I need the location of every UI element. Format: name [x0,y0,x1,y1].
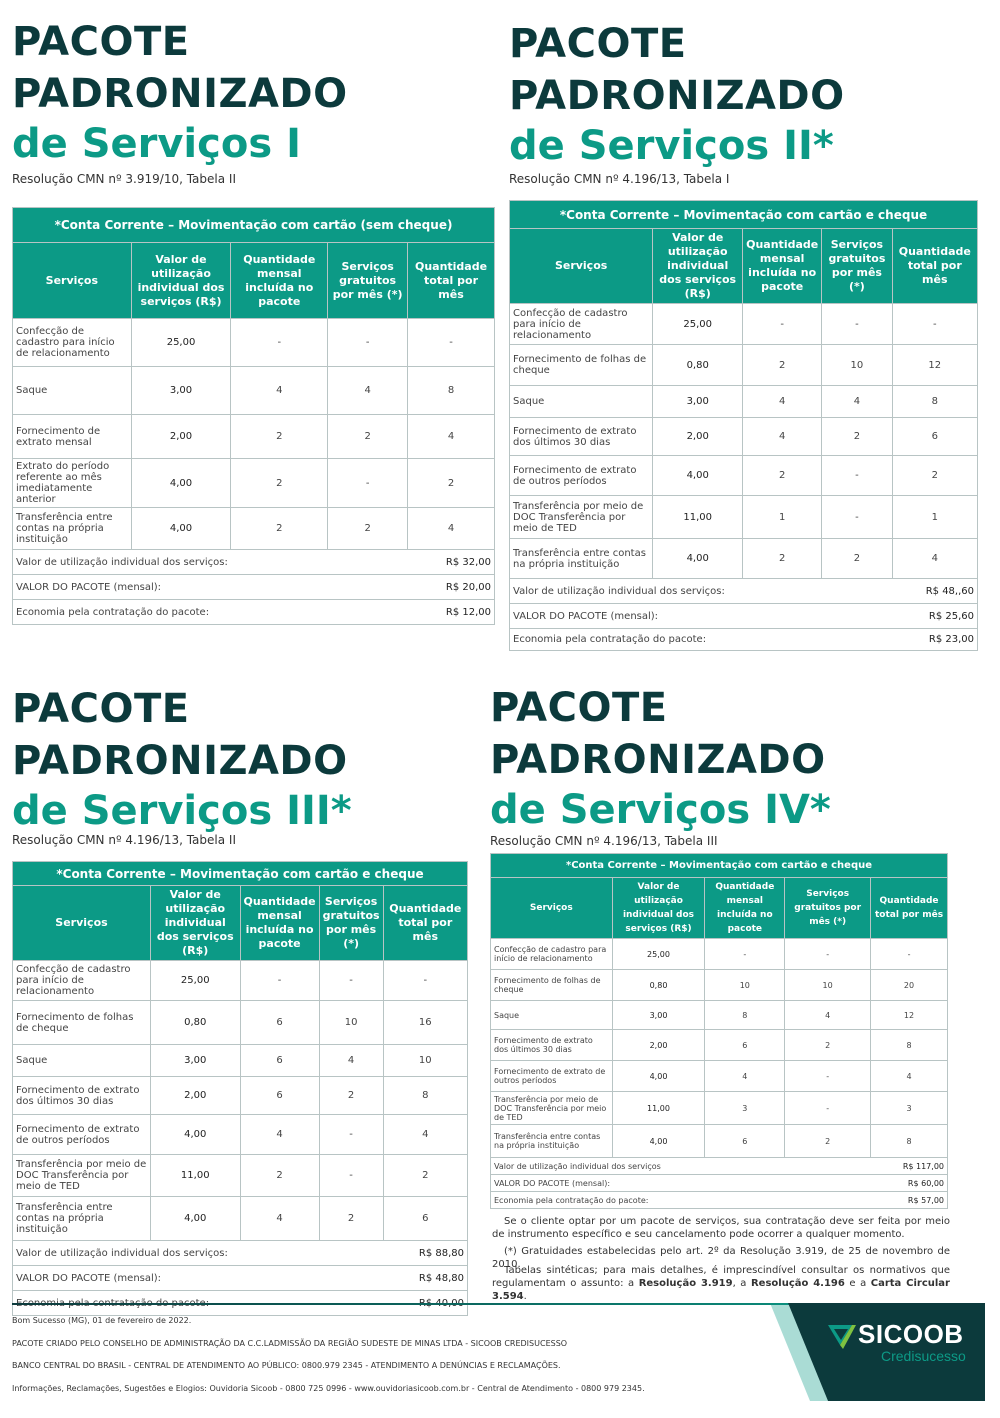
summary-amount: R$ 32,00 [408,550,495,575]
cell-quantity: 2 [743,539,822,579]
cell-value: 4,00 [653,539,743,579]
cell-quantity: 6 [240,1001,319,1045]
cell-quantity: 2 [231,508,328,550]
cell-quantity: 8 [892,386,977,418]
cell-quantity: 2 [822,539,892,579]
cell-value: 2,00 [131,415,231,459]
cell-service: Saque [13,1045,151,1077]
pkg1-col-servicos: Serviços [13,243,132,319]
table-row [13,508,495,550]
pkg3-col-qtd-total: Quantidade total por mês [383,886,467,961]
summary-amount: R$ 48,80 [383,1266,467,1291]
cell-quantity: 10 [822,345,892,386]
cell-quantity: 4 [743,418,822,456]
pkg3-col-servicos: Serviços [13,886,151,961]
table-row [13,459,495,508]
note-regulations [492,1264,950,1303]
cell-quantity: 2 [231,415,328,459]
pkg4-title-line3: de Serviços IV* [490,787,831,833]
cell-quantity: 6 [892,418,977,456]
cell-quantity: 4 [328,367,408,415]
cell-quantity: 2 [240,1155,319,1197]
cell-value: 3,00 [653,386,743,418]
cell-service: Fornecimento de folhas de cheque [491,970,613,1001]
cell-service: Extrato do período referente ao mês imediatamente anterior [13,459,132,508]
pkg2-title-line2: PADRONIZADO [509,73,845,119]
cell-quantity: - [822,304,892,345]
cell-quantity: 20 [871,970,948,1001]
summary-row [491,1192,948,1209]
cell-quantity: 6 [240,1045,319,1077]
pkg1-heading [12,16,348,186]
summary-row [13,1241,468,1266]
pkg4-table-title: *Conta Corrente – Movimentação com cartão e cheque [491,854,948,878]
pkg4-col-gratuitos: Serviços gratuitos por mês (*) [785,878,871,939]
summary-amount: R$ 25,60 [892,604,977,629]
cell-quantity: - [408,319,495,367]
cell-quantity: 10 [383,1045,467,1077]
cell-quantity: 2 [231,459,328,508]
cell-value: 2,00 [653,418,743,456]
cell-service: Fornecimento de extrato dos últimos 30 dias [510,418,653,456]
pkg4-col-qtd-mensal: Quantidade mensal incluída no pacote [705,878,785,939]
pkg1-col-gratuitos: Serviços gratuitos por mês (*) [328,243,408,319]
cell-quantity: 3 [871,1092,948,1125]
cell-value: 4,00 [612,1061,705,1092]
cell-quantity: 4 [785,1001,871,1030]
cell-service: Confecção de cadastro para início de relacionamento [13,961,151,1001]
cell-quantity: 2 [785,1125,871,1158]
cell-value: 0,80 [653,345,743,386]
summary-row [13,1266,468,1291]
table-row [13,1197,468,1241]
table-row [13,961,468,1001]
cell-quantity: - [785,1092,871,1125]
cell-quantity: - [319,1155,383,1197]
pkg3-heading [12,683,352,847]
summary-label: VALOR DO PACOTE (mensal): [491,1175,871,1192]
pkg1-title-line2: PADRONIZADO [12,71,348,117]
cell-value: 4,00 [653,456,743,496]
pkg2-title-line3: de Serviços II* [509,123,834,169]
pkg4-col-qtd-total: Quantidade total por mês [871,878,948,939]
cell-quantity: 6 [383,1197,467,1241]
cell-quantity: - [785,939,871,970]
cell-value: 2,00 [150,1077,240,1115]
pkg4-heading [490,682,831,848]
pkg3-title-line2: PADRONIZADO [12,738,348,784]
cell-quantity: 2 [328,508,408,550]
cell-quantity: 6 [705,1125,785,1158]
cell-value: 3,00 [150,1045,240,1077]
summary-row [13,600,495,625]
cell-quantity: - [319,1115,383,1155]
footer-council: PACOTE CRIADO PELO CONSELHO DE ADMINISTRAÇÃO DA C.C.LADMISSÃO DA REGIÃO SUDESTE DE MINAS LTDA - SICOOB CREDISUCESSO [12,1339,568,1348]
summary-row [13,550,495,575]
pkg2-table-title: *Conta Corrente – Movimentação com cartão e cheque [510,201,978,229]
cell-value: 3,00 [612,1001,705,1030]
cell-quantity: 4 [383,1115,467,1155]
cell-service: Transferência entre contas na própria instituição [13,1197,151,1241]
summary-amount: R$ 12,00 [408,600,495,625]
cell-value: 4,00 [150,1197,240,1241]
pkg2-table [509,200,978,651]
summary-amount: R$ 20,00 [408,575,495,600]
cell-quantity: - [705,939,785,970]
pkg2-col-servicos: Serviços [510,229,653,304]
cell-quantity: 2 [743,345,822,386]
cell-service: Fornecimento de extrato de outros períodos [13,1115,151,1155]
cell-quantity: 2 [408,459,495,508]
cell-service: Fornecimento de extrato dos últimos 30 dias [491,1030,613,1061]
summary-label: Economia pela contratação do pacote: [13,600,408,625]
cell-service: Transferência por meio de DOC Transferência por meio de TED [491,1092,613,1125]
pkg1-title-line1: PACOTE [12,19,190,65]
note-reg-4196: Resolução 4.196 [750,1278,845,1289]
pkg2-resolution: Resolução CMN nº 4.196/13, Tabela I [509,172,730,186]
cell-service: Confecção de cadastro para início de relacionamento [491,939,613,970]
cell-value: 11,00 [653,496,743,539]
cell-service: Fornecimento de folhas de cheque [13,1001,151,1045]
pkg3-table-title: *Conta Corrente – Movimentação com cartão e cheque [13,862,468,886]
cell-quantity: 6 [240,1077,319,1115]
cell-quantity: - [892,304,977,345]
cell-quantity: - [743,304,822,345]
table-row [510,418,978,456]
cell-quantity: 4 [240,1197,319,1241]
cell-quantity: 2 [383,1155,467,1197]
logo-subbrand: Credisucesso [881,1348,966,1364]
cell-value: 2,00 [612,1030,705,1061]
cell-service: Transferência por meio de DOC Transferência por meio de TED [13,1155,151,1197]
pkg1-title-line3: de Serviços I [12,121,301,167]
summary-label: VALOR DO PACOTE (mensal): [13,575,408,600]
pkg1-resolution: Resolução CMN nº 3.919/10, Tabela II [12,172,236,186]
table-row [491,1092,948,1125]
summary-row [491,1158,948,1175]
table-row [510,539,978,579]
footer-ombudsman: Informações, Reclamações, Sugestões e Elogios: Ouvidoria Sicoob - 0800 725 0996 - www.ouvidoriasicoob.com.br - Central de Atendimento - 0800 979 2345. [12,1384,645,1393]
cell-quantity: 2 [892,456,977,496]
table-row [13,1115,468,1155]
table-row [491,1125,948,1158]
cell-quantity: 8 [408,367,495,415]
cell-quantity: - [785,1061,871,1092]
cell-service: Transferência entre contas na própria instituição [491,1125,613,1158]
cell-service: Transferência entre contas na própria instituição [13,508,132,550]
cell-quantity: - [822,456,892,496]
summary-label: VALOR DO PACOTE (mensal): [510,604,893,629]
summary-amount: R$ 23,00 [892,629,977,651]
summary-label: Economia pela contratação do pacote: [491,1192,871,1209]
table-row [13,415,495,459]
table-row [491,1030,948,1061]
table-row [491,939,948,970]
cell-quantity: 4 [240,1115,319,1155]
pkg1-col-valor: Valor de utilização individual dos serviços (R$) [131,243,231,319]
cell-value: 11,00 [150,1155,240,1197]
cell-value: 4,00 [612,1125,705,1158]
cell-quantity: 4 [743,386,822,418]
cell-service: Confecção de cadastro para início de relacionamento [13,319,132,367]
cell-quantity: 2 [785,1030,871,1061]
cell-service: Saque [13,367,132,415]
table-row [13,1155,468,1197]
cell-quantity: 1 [892,496,977,539]
table-row [510,496,978,539]
cell-value: 4,00 [131,459,231,508]
cell-service: Fornecimento de extrato mensal [13,415,132,459]
cell-quantity: - [319,961,383,1001]
sicoob-logo [770,1303,1000,1414]
cell-service: Fornecimento de extrato dos últimos 30 dias [13,1077,151,1115]
cell-service: Transferência entre contas na própria instituição [510,539,653,579]
cell-value: 0,80 [612,970,705,1001]
summary-amount: R$ 88,80 [383,1241,467,1266]
pkg2-col-valor: Valor de utilização individual dos serviços (R$) [653,229,743,304]
summary-amount: R$ 117,00 [871,1158,948,1175]
pkg4-resolution: Resolução CMN nº 4.196/13, Tabela III [490,834,718,848]
cell-quantity: 12 [892,345,977,386]
pkg3-title-line3: de Serviços III* [12,788,352,834]
note-reg-end: . [523,1291,527,1302]
footer-date: Bom Sucesso (MG), 01 de fevereiro de 2022. [12,1316,192,1325]
pkg2-col-qtd-mensal: Quantidade mensal incluída no pacote [743,229,822,304]
cell-value: 25,00 [150,961,240,1001]
summary-row [510,604,978,629]
cell-value: 4,00 [131,508,231,550]
cell-value: 4,00 [150,1115,240,1155]
cell-quantity: 4 [892,539,977,579]
cell-quantity: 2 [743,456,822,496]
note-reg-sep2: e a [844,1278,871,1289]
note-reg-text: Tabelas sintéticas; para mais detalhes, é imprescindível consultar os normativos que regulamentam o assunto: a [492,1265,950,1289]
summary-row [13,575,495,600]
cell-value: 25,00 [612,939,705,970]
cell-service: Fornecimento de extrato de outros períodos [510,456,653,496]
cell-quantity: 10 [705,970,785,1001]
pkg3-title-line1: PACOTE [12,686,190,732]
table-row [510,345,978,386]
cell-quantity: - [240,961,319,1001]
summary-amount: R$ 57,00 [871,1192,948,1209]
cell-quantity: 2 [319,1077,383,1115]
cell-quantity: 1 [743,496,822,539]
pkg3-resolution: Resolução CMN nº 4.196/13, Tabela II [12,833,236,847]
cell-quantity: 2 [328,415,408,459]
pkg3-col-gratuitos: Serviços gratuitos por mês (*) [319,886,383,961]
pkg3-col-qtd-mensal: Quantidade mensal incluída no pacote [240,886,319,961]
table-row [13,319,495,367]
cell-quantity: 12 [871,1001,948,1030]
cell-service: Confecção de cadastro para início de relacionamento [510,304,653,345]
cell-value: 0,80 [150,1001,240,1045]
note-reg-3919: Resolução 3.919 [638,1278,733,1289]
cell-service: Fornecimento de extrato de outros períodos [491,1061,613,1092]
cell-quantity: 3 [705,1092,785,1125]
cell-quantity: - [328,319,408,367]
table-row [13,1045,468,1077]
table-row [491,970,948,1001]
cell-quantity: 6 [705,1030,785,1061]
cell-value: 3,00 [131,367,231,415]
table-row [13,1001,468,1045]
summary-label: Valor de utilização individual dos serviços: [510,579,893,604]
cell-quantity: 4 [871,1061,948,1092]
table-row [491,1001,948,1030]
summary-label: Valor de utilização individual dos serviços [491,1158,871,1175]
cell-quantity: 8 [871,1030,948,1061]
pkg1-table-title: *Conta Corrente – Movimentação com cartão (sem cheque) [13,208,495,243]
summary-row [491,1175,948,1192]
cell-service: Saque [491,1001,613,1030]
pkg1-col-qtd-mensal: Quantidade mensal incluída no pacote [231,243,328,319]
cell-quantity: - [871,939,948,970]
cell-quantity: - [822,496,892,539]
pkg3-col-valor: Valor de utilização individual dos serviços (R$) [150,886,240,961]
note-contract: Se o cliente optar por um pacote de serviços, sua contratação deve ser feita por meio de instrumento específico e seu cancelamento pode ocorrer a qualquer momento. [492,1216,950,1240]
summary-label: Valor de utilização individual dos serviços: [13,1241,384,1266]
table-row [510,304,978,345]
pkg1-table [12,207,495,625]
pkg4-title-line2: PADRONIZADO [490,737,826,783]
pkg2-heading [509,18,845,186]
summary-amount: R$ 48,,60 [892,579,977,604]
cell-value: 25,00 [131,319,231,367]
cell-quantity: 10 [319,1001,383,1045]
cell-quantity: 2 [822,418,892,456]
cell-service: Transferência por meio de DOC Transferência por meio de TED [510,496,653,539]
logo-brand: SICOOB [858,1319,964,1349]
cell-quantity: - [328,459,408,508]
cell-service: Fornecimento de folhas de cheque [510,345,653,386]
cell-quantity: 8 [383,1077,467,1115]
pkg1-col-qtd-total: Quantidade total por mês [408,243,495,319]
cell-quantity: 4 [408,508,495,550]
pkg4-col-servicos: Serviços [491,878,613,939]
cell-quantity: 2 [319,1197,383,1241]
summary-label: Economia pela contratação do pacote: [510,629,893,651]
table-row [491,1061,948,1092]
pkg2-title-line1: PACOTE [509,21,687,67]
table-row [510,386,978,418]
note-reg-circular: Carta Circular 3.594 [492,1278,950,1302]
cell-quantity: 4 [822,386,892,418]
summary-label: VALOR DO PACOTE (mensal): [13,1266,384,1291]
table-row [13,1077,468,1115]
table-row [13,367,495,415]
summary-amount: R$ 60,00 [871,1175,948,1192]
pkg2-col-qtd-total: Quantidade total por mês [892,229,977,304]
cell-quantity: - [383,961,467,1001]
cell-quantity: 4 [705,1061,785,1092]
cell-value: 11,00 [612,1092,705,1125]
note-gratuities: (*) Gratuidades estabelecidas pelo art. 2º da Resolução 3.919, de 25 de novembro de 2010. [492,1246,950,1270]
cell-quantity: 16 [383,1001,467,1045]
cell-quantity: 4 [319,1045,383,1077]
pkg2-col-gratuitos: Serviços gratuitos por mês (*) [822,229,892,304]
cell-value: 25,00 [653,304,743,345]
summary-row [510,579,978,604]
pkg4-table [490,853,948,1209]
note-reg-sep1: , a [732,1278,751,1289]
table-row [510,456,978,496]
pkg4-col-valor: Valor de utilização individual dos serviços (R$) [612,878,705,939]
footer-bacen: BANCO CENTRAL DO BRASIL - CENTRAL DE ATENDIMENTO AO PÚBLICO: 0800.979 2345 - ATENDIMENTO A DENÚNCIAS E RECLAMAÇÕES. [12,1361,561,1370]
pkg3-table [12,861,468,1316]
cell-service: Saque [510,386,653,418]
cell-quantity: 10 [785,970,871,1001]
summary-row [510,629,978,651]
cell-quantity: 8 [705,1001,785,1030]
cell-quantity: 4 [231,367,328,415]
cell-quantity: 8 [871,1125,948,1158]
cell-quantity: - [231,319,328,367]
pkg4-title-line1: PACOTE [490,685,668,731]
cell-quantity: 4 [408,415,495,459]
summary-label: Valor de utilização individual dos serviços: [13,550,408,575]
